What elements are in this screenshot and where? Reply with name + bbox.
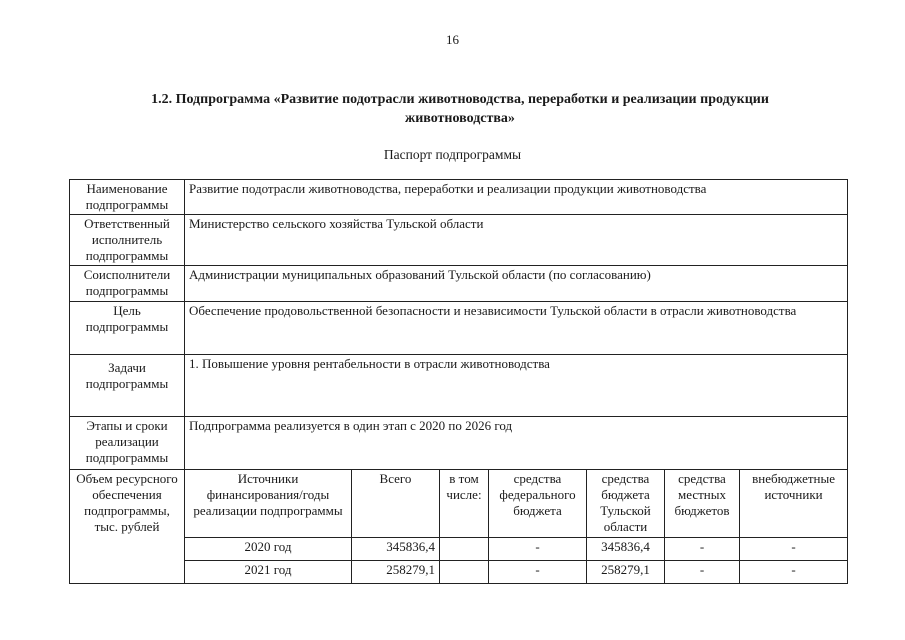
row-name — [70, 180, 848, 215]
row-stages — [70, 417, 848, 470]
finance-federal: - — [489, 561, 587, 584]
header-regional: средства бюджета Тульской области — [587, 470, 665, 538]
finance-row-2020 — [70, 538, 848, 561]
row-goal — [70, 302, 848, 355]
header-incl: в том числе: — [440, 470, 489, 538]
header-local: средства местных бюджетов — [665, 470, 740, 538]
passport-table — [69, 179, 848, 584]
label-name: Наименование подпрограммы — [70, 180, 185, 215]
label-resources: Объем ресурсного обеспечения подпрограммы, тыс. рублей — [70, 470, 185, 584]
finance-regional: 258279,1 — [587, 561, 665, 584]
label-coexecutors: Соисполнители подпрограммы — [70, 266, 185, 302]
finance-extra: - — [740, 561, 848, 584]
row-finance-header — [70, 470, 848, 538]
header-extra: внебюджетные источники — [740, 470, 848, 538]
value-responsible: Министерство сельского хозяйства Тульской области — [185, 215, 848, 266]
value-stages: Подпрограмма реализуется в один этап с 2020 по 2026 год — [185, 417, 848, 470]
section-title-line-1: 1.2. Подпрограмма «Развитие подотрасли животноводства, переработки и реализации продукции — [151, 92, 769, 107]
finance-regional: 345836,4 — [587, 538, 665, 561]
page-number: 16 — [446, 32, 459, 47]
finance-local: - — [665, 561, 740, 584]
value-tasks: 1. Повышение уровня рентабельности в отрасли животноводства — [185, 355, 848, 417]
header-federal: средства федерального бюджета — [489, 470, 587, 538]
finance-incl — [440, 561, 489, 584]
section-title — [100, 90, 820, 128]
section-title-line-2: животноводства» — [405, 111, 515, 126]
finance-total: 258279,1 — [352, 561, 440, 584]
finance-federal: - — [489, 538, 587, 561]
label-responsible: Ответственный исполнитель подпрограммы — [70, 215, 185, 266]
finance-row-2021 — [70, 561, 848, 584]
finance-incl — [440, 538, 489, 561]
row-coexecutors — [70, 266, 848, 302]
label-goal: Цель подпрограммы — [70, 302, 185, 355]
row-tasks — [70, 355, 848, 417]
row-responsible — [70, 215, 848, 266]
passport-title: Паспорт подпрограммы — [383, 147, 522, 162]
header-source: Источники финансирования/годы реализации подпрограммы — [185, 470, 352, 538]
finance-year: 2021 год — [185, 561, 352, 584]
value-name: Развитие подотрасли животноводства, переработки и реализации продукции животноводства — [185, 180, 848, 215]
label-stages: Этапы и сроки реализации подпрограммы — [70, 417, 185, 470]
finance-local: - — [665, 538, 740, 561]
value-coexecutors: Администрации муниципальных образований Тульской области (по согласованию) — [185, 266, 848, 302]
label-tasks: Задачи подпрограммы — [70, 355, 185, 417]
finance-extra: - — [740, 538, 848, 561]
finance-total: 345836,4 — [352, 538, 440, 561]
header-total: Всего — [352, 470, 440, 538]
finance-year: 2020 год — [185, 538, 352, 561]
value-goal: Обеспечение продовольственной безопасности и независимости Тульской области в отрасли животноводства — [185, 302, 848, 355]
